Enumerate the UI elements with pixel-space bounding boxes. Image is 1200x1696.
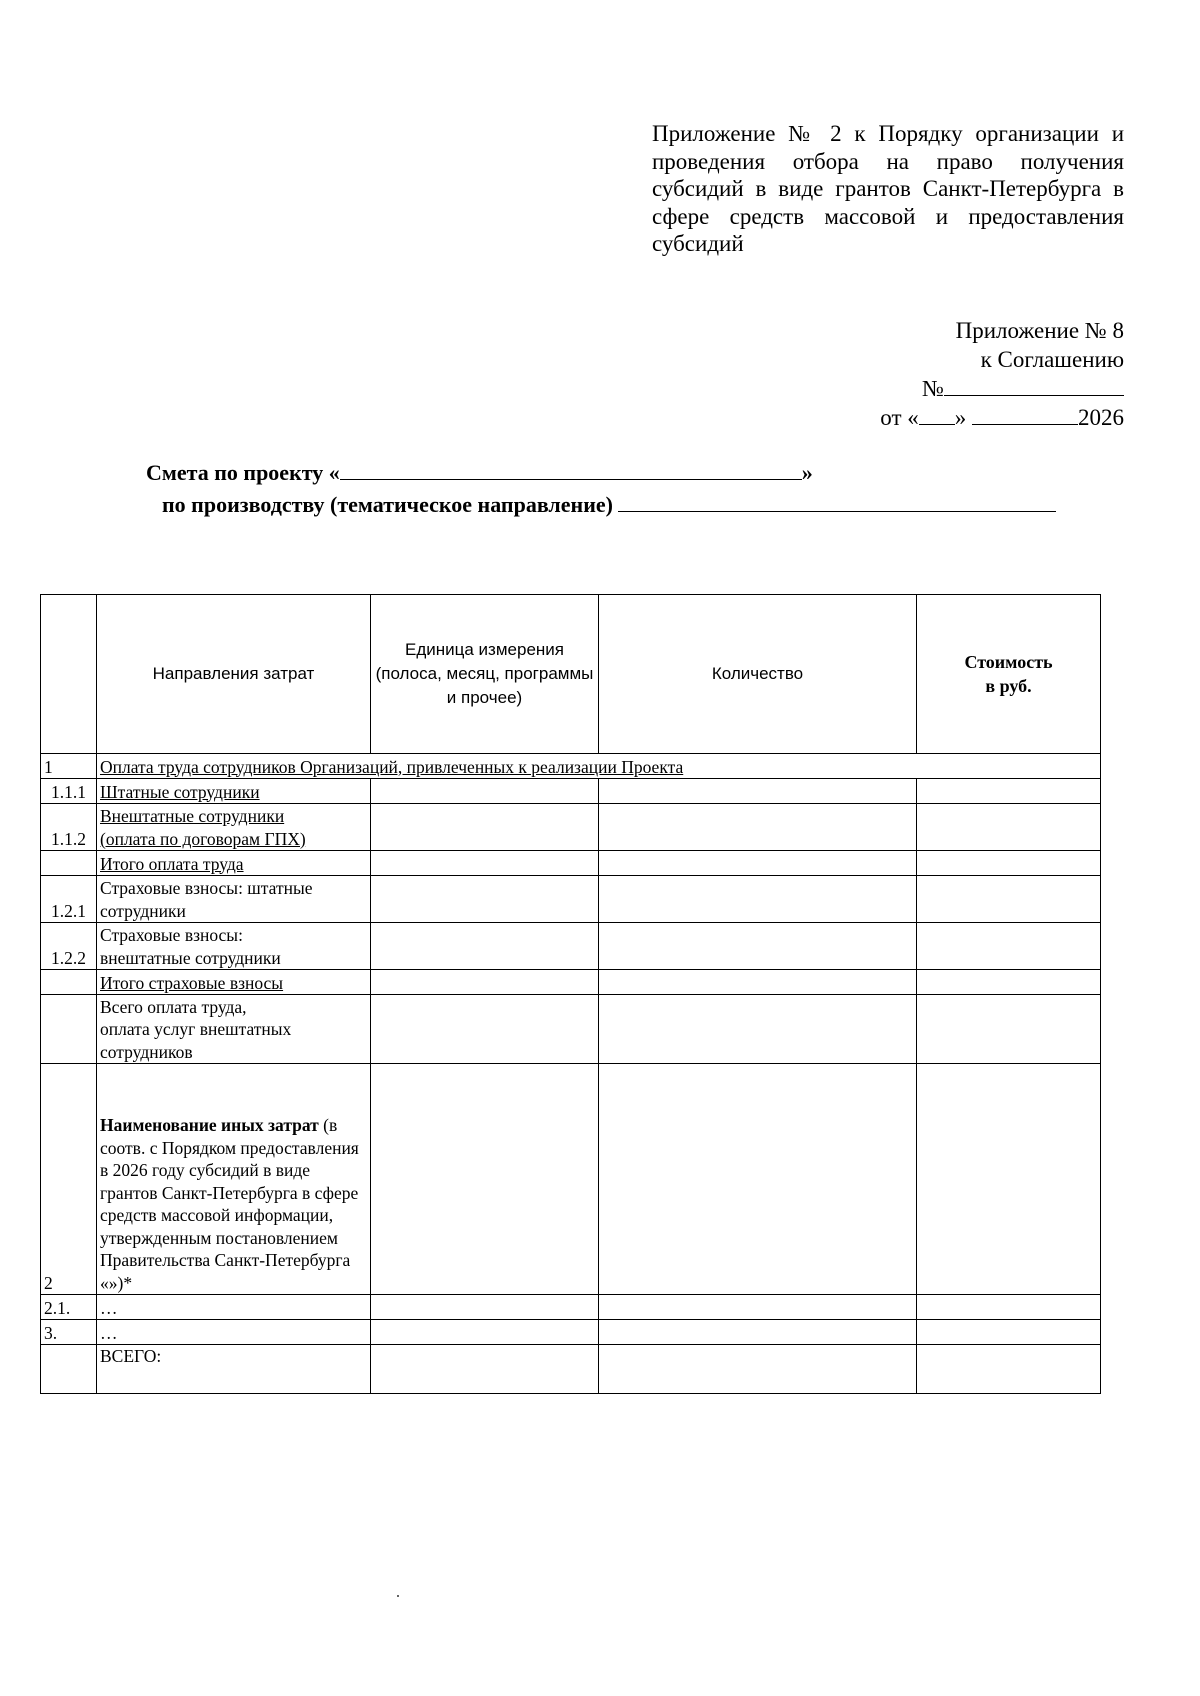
date-year: 2026 <box>1078 405 1124 430</box>
agreement-date-line <box>880 403 1124 432</box>
agreement-label: к Соглашению <box>980 347 1124 372</box>
table-row <box>41 1295 1101 1320</box>
thematic-direction-label: по производству (тематическое направление) <box>162 492 613 517</box>
month-blank <box>972 406 1078 425</box>
quantity-cell[interactable] <box>599 779 917 804</box>
quantity-cell[interactable] <box>599 970 917 995</box>
scan-speck <box>397 1595 399 1597</box>
header-quantity: Количество <box>599 595 917 754</box>
day-blank <box>919 406 955 425</box>
unit-cell[interactable] <box>371 1345 599 1394</box>
agreement-number-blank <box>944 377 1124 396</box>
cost-cell[interactable] <box>917 851 1101 876</box>
table-row <box>41 995 1101 1064</box>
quantity-cell[interactable] <box>599 1064 917 1295</box>
cost-cell[interactable] <box>917 923 1101 970</box>
quantity-cell[interactable] <box>599 1320 917 1345</box>
section-title-labor: Оплата труда сотрудников Организаций, привлеченных к реализации Проекта <box>97 754 1101 779</box>
table-header-row <box>41 595 1101 754</box>
annex-header-text: Приложение № 2 к Порядку организации и проведения отбора на право получения субсидий в виде грантов Санкт-Петербурга в сфере средств массовой и предоставления субсидий <box>652 121 1124 256</box>
table-row <box>41 1345 1101 1394</box>
table-row <box>41 1320 1101 1345</box>
number-sign: № <box>922 376 944 401</box>
row-label-bold: Наименование иных затрат <box>100 1115 319 1135</box>
row-label-l2: оплата услуг внештатных <box>100 1019 292 1039</box>
row-label <box>97 804 371 851</box>
project-name-blank <box>340 461 802 480</box>
row-label-l1: Страховые взносы: штатные <box>100 878 313 898</box>
row-num: 2 <box>41 1064 97 1295</box>
agreement-annex-number: Приложение № 8 <box>955 318 1124 343</box>
row-label: Итого оплата труда <box>97 851 371 876</box>
cost-cell[interactable] <box>917 970 1101 995</box>
row-num <box>41 851 97 876</box>
table-row <box>41 804 1101 851</box>
row-label: … <box>97 1320 371 1345</box>
cost-cell[interactable] <box>917 804 1101 851</box>
budget-table <box>40 594 1101 1394</box>
unit-cell[interactable] <box>371 1295 599 1320</box>
quantity-cell[interactable] <box>599 1345 917 1394</box>
unit-cell[interactable] <box>371 970 599 995</box>
unit-cell[interactable] <box>371 923 599 970</box>
estimate-title-line1 <box>146 457 1056 489</box>
agreement-number-line <box>880 374 1124 403</box>
estimate-title-line2 <box>146 489 1056 521</box>
quantity-cell[interactable] <box>599 804 917 851</box>
estimate-title-suffix: » <box>801 460 813 485</box>
agreement-block <box>880 316 1124 432</box>
quantity-cell[interactable] <box>599 923 917 970</box>
cost-cell[interactable] <box>917 1345 1101 1394</box>
table-row <box>41 754 1101 779</box>
date-mid: » <box>954 405 967 430</box>
quantity-cell[interactable] <box>599 995 917 1064</box>
cost-cell[interactable] <box>917 876 1101 923</box>
cost-cell[interactable] <box>917 1320 1101 1345</box>
row-num: 1.1.1 <box>41 779 97 804</box>
table-row <box>41 970 1101 995</box>
row-label-l2: сотрудники <box>100 900 186 921</box>
unit-cell[interactable] <box>371 995 599 1064</box>
cost-cell[interactable] <box>917 995 1101 1064</box>
thematic-direction-blank <box>618 493 1056 512</box>
header-cost-l2: в руб. <box>985 676 1032 696</box>
row-label-text: (в соотв. с Порядком предоставления в 2026 году субсидий в виде грантов Санкт-Петербурга в сфере средств массовой информации, утвержденным постановлением Правительства Санкт-Петербурга «»)* <box>100 1115 359 1293</box>
estimate-title-prefix: Смета по проекту « <box>146 460 340 485</box>
header-num <box>41 595 97 754</box>
row-num: 1.2.2 <box>41 923 97 970</box>
row-label <box>97 1064 371 1295</box>
row-num <box>41 995 97 1064</box>
row-label-l1: Страховые взносы: <box>100 925 243 945</box>
quantity-cell[interactable] <box>599 1295 917 1320</box>
header-direction: Направления затрат <box>97 595 371 754</box>
estimate-title <box>146 457 1056 521</box>
row-label-l1: Внештатные сотрудники <box>100 806 285 826</box>
row-label-l1: Всего оплата труда, <box>100 996 247 1017</box>
row-num: 1 <box>41 754 97 779</box>
unit-cell[interactable] <box>371 779 599 804</box>
header-unit: Единица измерения (полоса, месяц, программы и прочее) <box>371 595 599 754</box>
row-num: 1.1.2 <box>41 804 97 851</box>
row-label: Итого страховые взносы <box>97 970 371 995</box>
row-label <box>97 995 371 1064</box>
header-cost-l1: Стоимость <box>964 652 1053 672</box>
row-label <box>97 923 371 970</box>
cost-cell[interactable] <box>917 1064 1101 1295</box>
table-row <box>41 1064 1101 1295</box>
row-label-l3: сотрудников <box>100 1041 193 1062</box>
unit-cell[interactable] <box>371 1320 599 1345</box>
unit-cell[interactable] <box>371 876 599 923</box>
row-num: 1.2.1 <box>41 876 97 923</box>
total-label: ВСЕГО: <box>97 1345 371 1394</box>
unit-cell[interactable] <box>371 804 599 851</box>
row-num: 3. <box>41 1320 97 1345</box>
cost-cell[interactable] <box>917 1295 1101 1320</box>
header-cost <box>917 595 1101 754</box>
table-row <box>41 876 1101 923</box>
date-prefix: от « <box>880 405 919 430</box>
row-num <box>41 1345 97 1394</box>
table-row <box>41 779 1101 804</box>
annex-header <box>652 120 1124 258</box>
row-num <box>41 970 97 995</box>
row-label-l2: (оплата по договорам ГПХ) <box>100 828 306 849</box>
cost-cell[interactable] <box>917 779 1101 804</box>
unit-cell[interactable] <box>371 1064 599 1295</box>
row-label: … <box>97 1295 371 1320</box>
unit-cell[interactable] <box>371 851 599 876</box>
row-label: Штатные сотрудники <box>97 779 371 804</box>
quantity-cell[interactable] <box>599 851 917 876</box>
quantity-cell[interactable] <box>599 876 917 923</box>
table-row <box>41 923 1101 970</box>
row-label <box>97 876 371 923</box>
row-num: 2.1. <box>41 1295 97 1320</box>
table-row <box>41 851 1101 876</box>
row-label-l2: внештатные сотрудники <box>100 947 281 968</box>
